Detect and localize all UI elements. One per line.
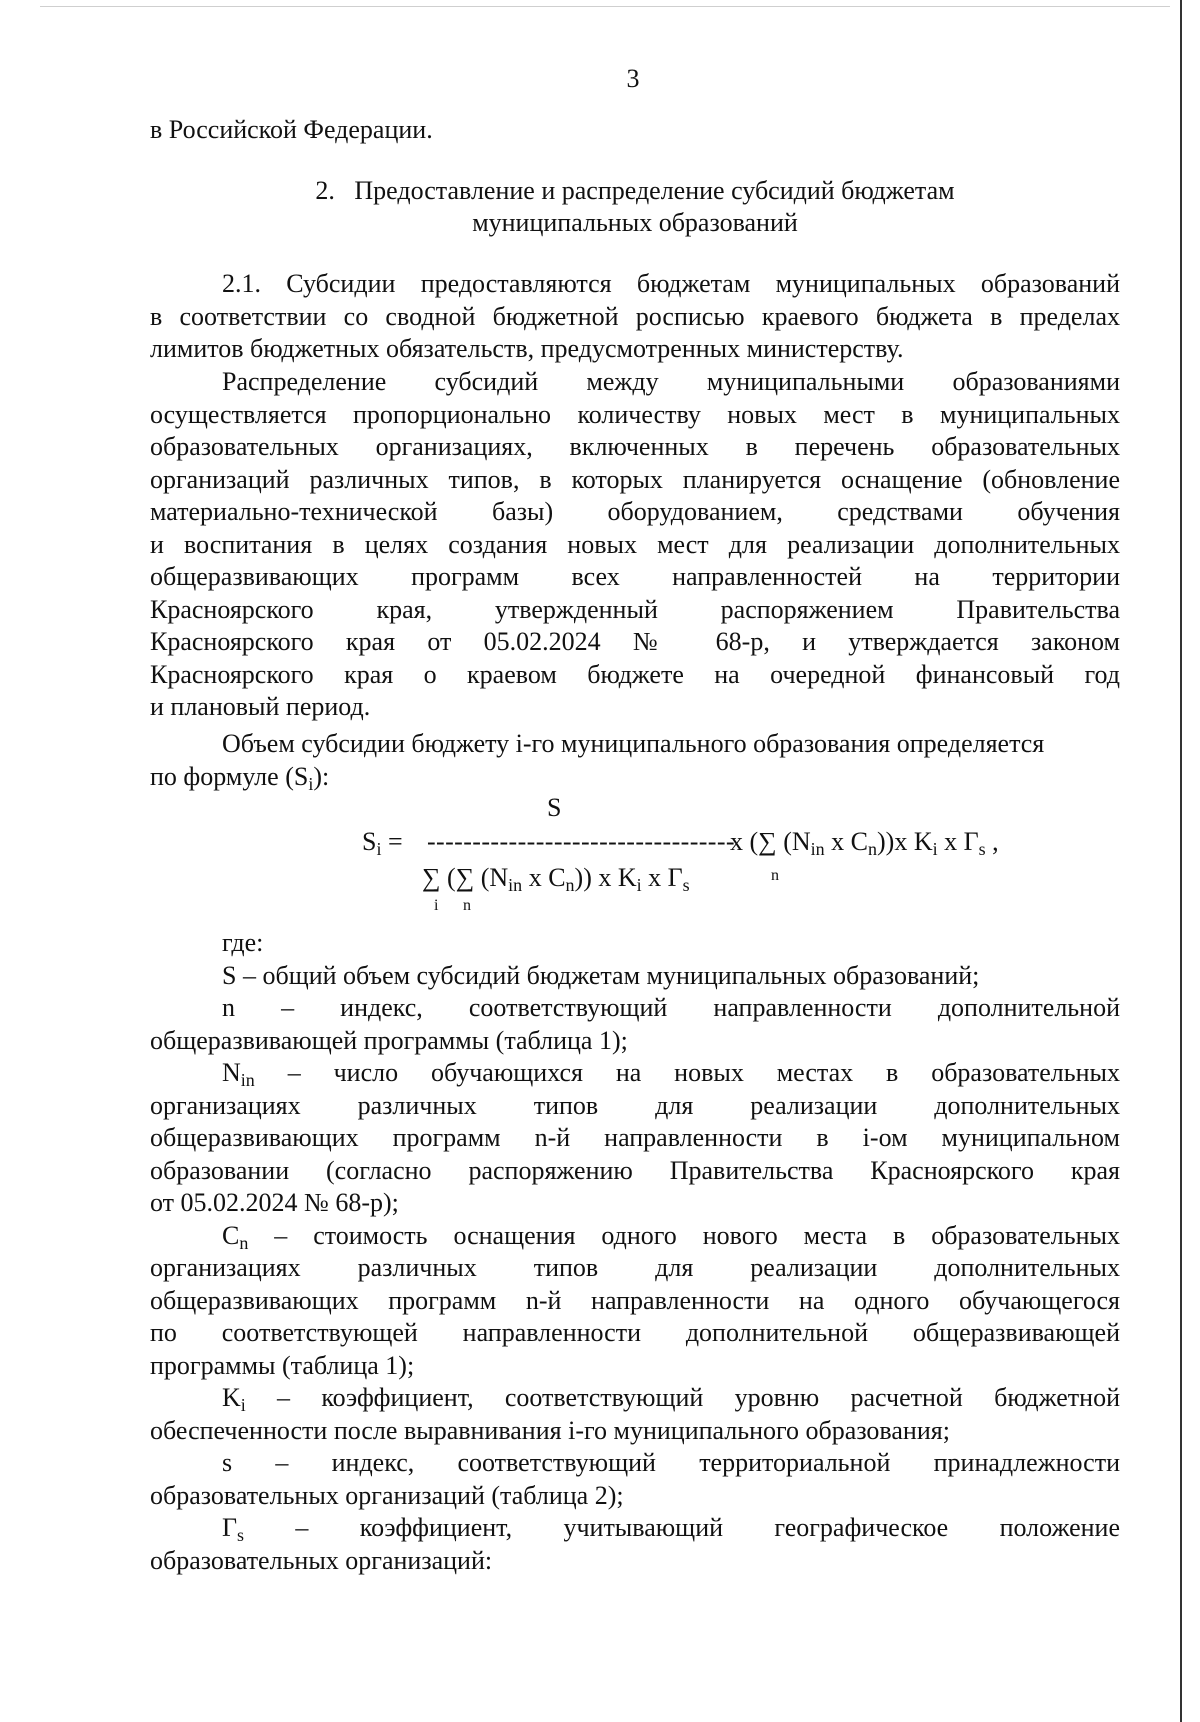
- definition-S: S – общий объем субсидий бюджетам муниципальных образований;: [222, 960, 980, 990]
- formula-denominator-index-i: i: [434, 897, 439, 914]
- paragraph-line: Красноярского края о краевом бюджете на очередной финансовый год: [150, 659, 1120, 689]
- formula-lhs: $S_i$ =: [362, 827, 403, 859]
- paragraph-line: от 05.02.2024 № 68-р);: [150, 1188, 399, 1217]
- paragraph-line: осуществляется пропорционально количеству новых мест в муниципальных: [150, 399, 1120, 429]
- intro-text: в Российской Федерации.: [150, 115, 433, 144]
- paragraph-line: Распределение субсидий между муниципальными образованиями: [222, 367, 1120, 396]
- paragraph-line: общеразвивающих программ всех направленностей на территории: [150, 562, 1120, 591]
- paragraph-line: организациях различных типов для реализации дополнительных: [150, 1253, 1120, 1282]
- paragraph-line: общеразвивающих программ n-й направленности на одного обучающегося: [150, 1285, 1120, 1315]
- definition-n-cont: общеразвивающей программы (таблица 1);: [150, 1025, 628, 1055]
- paragraph-line: лимитов бюджетных обязательств, предусмотренных министерству.: [150, 334, 904, 363]
- paragraph-line: образовательных организаций:: [150, 1545, 493, 1575]
- definition-n: n – индекс, соответствующий направленности дополнительной: [222, 993, 1120, 1022]
- paragraph-line: Красноярского края, утвержденный распоряжением Правительства: [150, 594, 1120, 624]
- paragraph-line: образовательных организациях, включенных в перечень образовательных: [150, 432, 1120, 461]
- paragraph-line: организациях различных типов для реализации дополнительных: [150, 1090, 1120, 1120]
- paragraph-line: Объем субсидии бюджету i-го муниципального образования определяется: [222, 729, 1045, 758]
- section-heading: [150, 175, 1120, 239]
- paragraph-2-1: [150, 268, 1120, 366]
- formula-fraction-bar: ----------------------------------: [427, 827, 735, 856]
- paragraph-line: материально-технической базы) оборудованием, средствами обучения: [150, 497, 1120, 526]
- paragraph-volume: [150, 728, 1120, 793]
- page-edge-top: [40, 6, 1170, 7]
- paragraph-line: и плановый период.: [150, 692, 371, 721]
- formula-sum-index: n: [771, 867, 779, 884]
- definition-G: $\Gamma_s$ – коэффициент, учитывающий географическое положение: [222, 1513, 1120, 1545]
- paragraph-line: по формуле $(S_i)$:: [150, 761, 330, 794]
- where-label: где:: [222, 928, 264, 957]
- paragraph-line: в соответствии со сводной бюджетной росписью краевого бюджета в пределах: [150, 301, 1120, 331]
- section-number: 2.: [315, 176, 335, 205]
- intro-line: [150, 114, 1120, 147]
- paragraph-line: общеразвивающих программ n-й направленности в i-ом муниципальном: [150, 1123, 1120, 1152]
- page-edge-right: [1180, 0, 1182, 1722]
- formula-multiplier: x (∑ ($N_{in}$ x $C_n))x$ $K_i$ x $\Gamma_s$ ,: [730, 827, 999, 859]
- definitions: [150, 927, 1120, 1577]
- paragraph-line: и воспитания в целях создания новых мест для реализации дополнительных: [150, 529, 1120, 559]
- paragraph-line: по соответствующей направленности дополнительной общеразвивающей: [150, 1318, 1120, 1347]
- paragraph-line: программы (таблица 1);: [150, 1350, 415, 1380]
- section-title: Предоставление и распределение субсидий бюджетам: [354, 176, 955, 205]
- definition-s: s – индекс, соответствующий территориальной принадлежности: [222, 1448, 1120, 1477]
- formula-numerator: S: [547, 793, 562, 822]
- definition-K: $K_i$ – коэффициент, соответствующий уровню расчетной бюджетной: [222, 1383, 1120, 1415]
- formula-denominator-index-n: n: [463, 897, 471, 914]
- definition-C: $C_n$ – стоимость оснащения одного нового места в образовательных: [222, 1220, 1120, 1253]
- page-number: 3: [626, 64, 640, 93]
- paragraph-line: организаций различных типов, в которых планируется оснащение (обновление: [150, 464, 1120, 494]
- paragraph-line: 2.1. Субсидии предоставляются бюджетам муниципальных образований: [222, 269, 1120, 298]
- paragraph-line: образовании (согласно распоряжению Правительства Красноярского края: [150, 1155, 1120, 1185]
- formula-denominator: ∑ (∑ ($N_{in}$ x $C_n$)) x $K_i$ x $\Gamma_s$: [422, 863, 690, 895]
- paragraph-line: образовательных организаций (таблица 2);: [150, 1480, 624, 1510]
- section-title-continued: муниципальных образований: [472, 208, 798, 237]
- definition-N: $N_{in}$ – число обучающихся на новых местах в образовательных: [222, 1058, 1120, 1090]
- paragraph-line: обеспеченности после выравнивания i-го муниципального образования;: [150, 1415, 950, 1445]
- section-title-line1: [150, 175, 1120, 207]
- paragraph-distribution: [150, 366, 1120, 724]
- paragraph-line: Красноярского края от 05.02.2024 № 68-р, и утверждается законом: [150, 627, 1120, 656]
